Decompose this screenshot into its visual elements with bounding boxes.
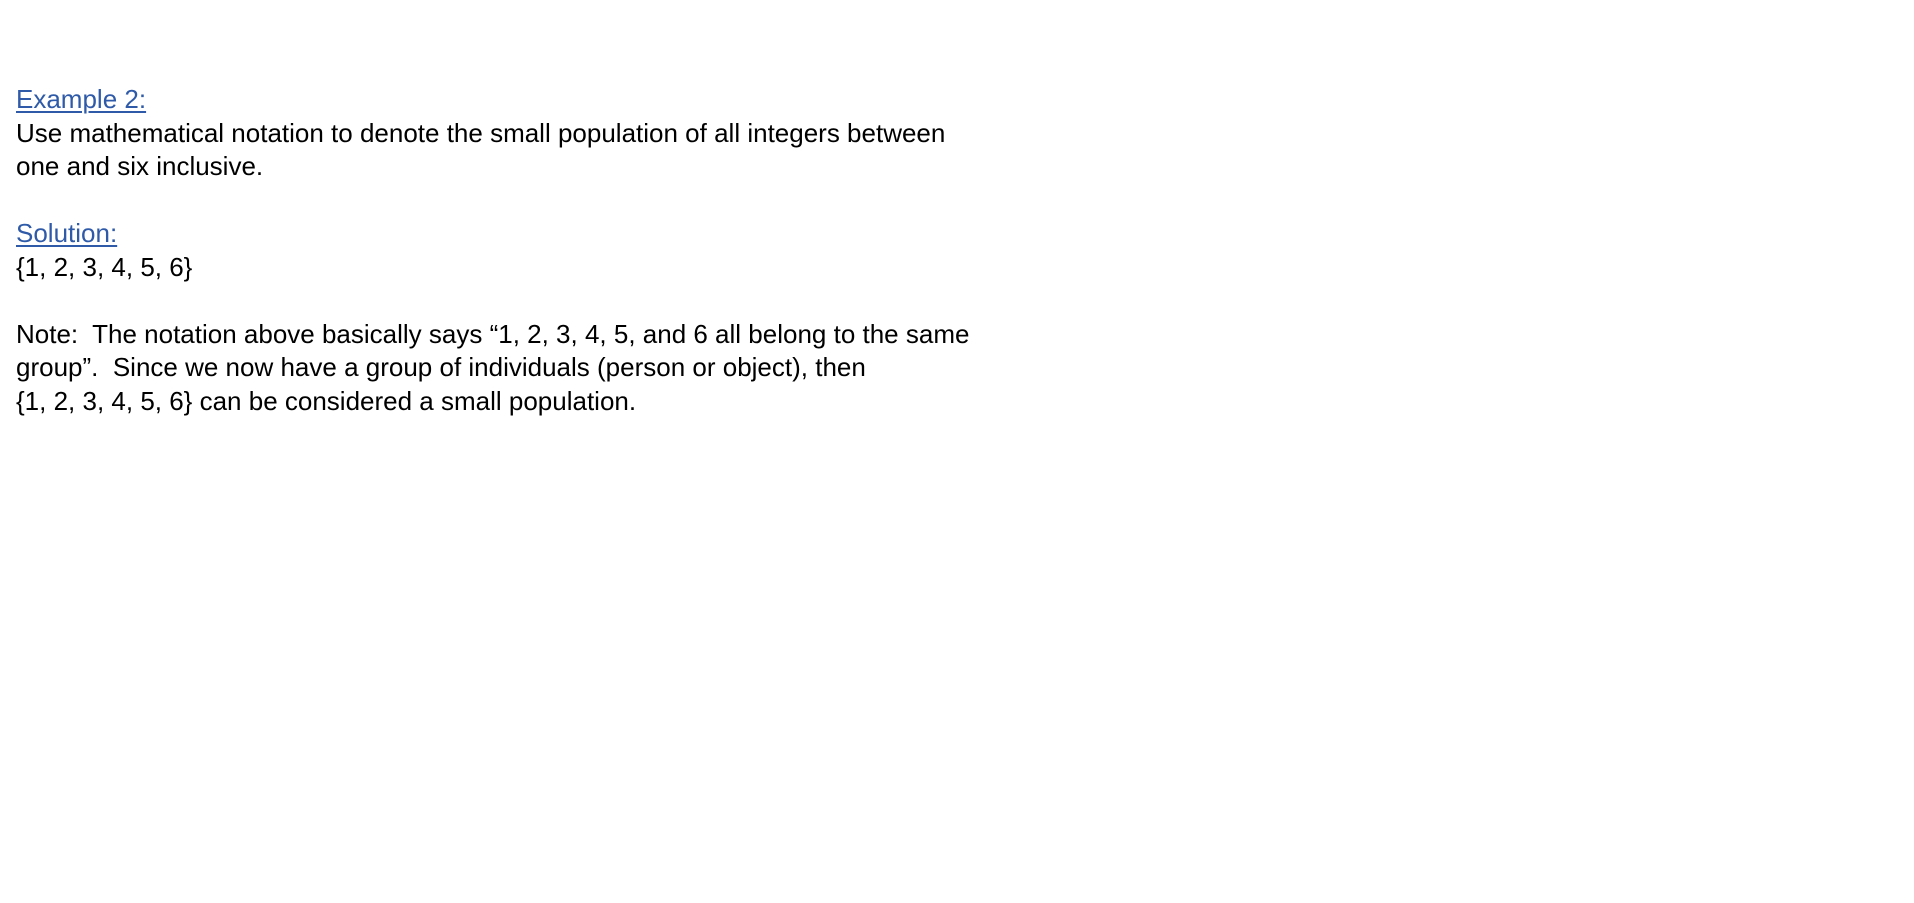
note-line-2: group”. Since we now have a group of individuals (person or object), then <box>16 352 866 382</box>
example-text-line-1: Use mathematical notation to denote the small population of all integers between <box>16 117 946 148</box>
spacer <box>16 184 1116 218</box>
solution-heading: Solution: <box>16 218 118 248</box>
spacer <box>16 284 1116 318</box>
note-line-3: {1, 2, 3, 4, 5, 6} can be considered a small population. <box>16 385 637 416</box>
solution-answer: {1, 2, 3, 4, 5, 6} <box>16 251 193 282</box>
note-line-1: Note: The notation above basically says “1, 2, 3, 4, 5, and 6 all belong to the same <box>16 318 970 349</box>
example-text-line-2: one and six inclusive. <box>16 151 264 181</box>
example-heading: Example 2: <box>16 84 147 114</box>
document-page <box>16 83 1116 418</box>
